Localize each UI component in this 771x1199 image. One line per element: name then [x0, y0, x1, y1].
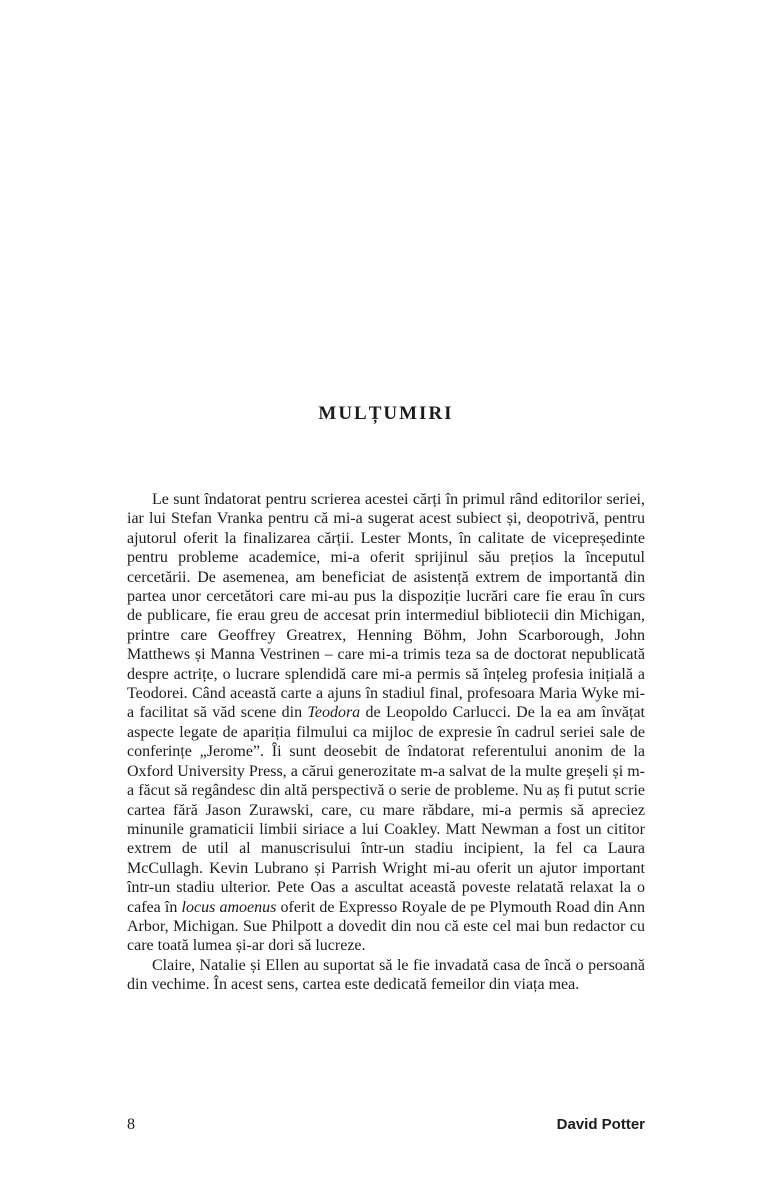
text-segment: Le sunt îndatorat pentru scrierea acestei cărți în primul rând editorilor seriei, iar lui Stefan Vranka pentru că mi-a sugerat acest subiect și, deopotrivă, pentru ajutorul oferit la finalizarea cărții. Lester Monts, în calitate de vicepreședinte pentru probleme academice, mi-a oferit sprijinul său prețios la începutul cercetării. De asemenea, am beneficiat de asistență extrem de importantă din partea unor cercetători care mi-au pus la dispoziție lucrări care fie erau în curs de publicare, fie erau greu de accesat prin intermediul bibliotecii din Michigan, printre care Geoffrey Greatrex, Henning Böhm, John Scarborough, John Matthews și Manna Vestrinen – care mi-a trimis teza sa de doctorat nepublicată despre actrițe, o lucrare splendidă care mi-a permis să înțeleg profesia inițială a Teodorei. Când această carte a ajuns în stadiul final, profesoara Maria Wyke mi-a facilitat să văd scene din — [127, 491, 645, 722]
paragraph — [127, 490, 645, 956]
text-segment: de Leopoldo Carlucci. De la ea am învățat aspecte legate de apariția filmului ca mijloc de expresie în cadrul seriei sale de conferințe „Jerome”. Îi sunt deosebit de îndatorat referentului anonim de la Oxford University Press, a cărui generozitate m-a salvat de la multe greșeli și m-a făcut să regândesc din altă perspectivă o serie de probleme. Nu aș fi putut scrie cartea fără Jason Zurawski, care, cu mare răbdare, mi-a permis să apreciez minunile gramaticii limbii siriace a lui Coakley. Matt Newman a fost un cititor extrem de util al manuscrisului într-un stadiu incipient, la fel ca Laura McCullagh. Kevin Lubrano și Parrish Wright mi-au oferit un ajutor important într-un stadiu ulterior. Pete Oas a ascultat această poveste relatată relaxat la o cafea în — [127, 704, 645, 916]
italic-text-segment: locus amoenus — [181, 898, 277, 916]
text-segment: oferit de Expresso Royale de pe Plymouth Road din Ann Arbor, Michigan. Sue Philpott a dovedit din nou că este cel mai bun redactor cu care toată lumea și-ar dori să lucreze. — [127, 898, 646, 955]
page-footer — [127, 1116, 645, 1134]
italic-text-segment: Teodora — [307, 704, 361, 722]
paragraph — [127, 956, 645, 995]
text-segment: Claire, Natalie și Ellen au suportat să le fie invadată casa de încă o persoană din vechime. În acest sens, cartea este dedicată femeilor din viața mea. — [127, 956, 645, 994]
running-footer-author: David Potter — [556, 1116, 645, 1133]
body-text — [127, 490, 645, 995]
page-number: 8 — [127, 1116, 135, 1133]
chapter-title: MULȚUMIRI — [318, 403, 454, 424]
